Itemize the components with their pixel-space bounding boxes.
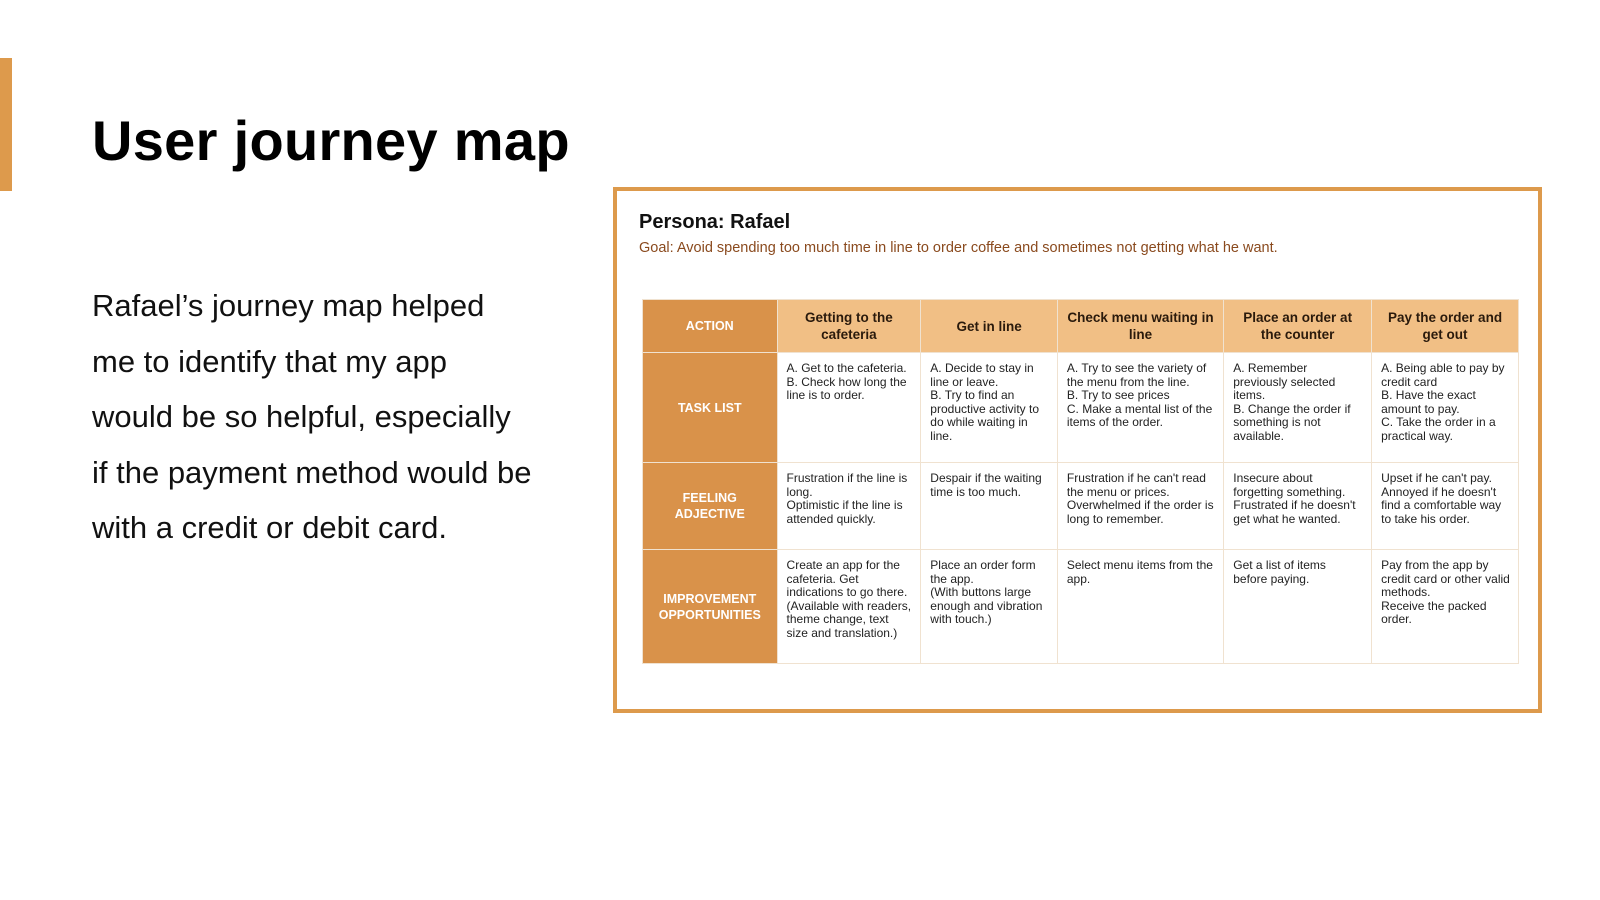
table-cell: A. Being able to pay by credit card B. Have the exact amount to pay. C. Take the order in a practical way. xyxy=(1372,353,1519,463)
table-cell: Get a list of items before paying. xyxy=(1224,550,1372,664)
row-label-task-list: TASK LIST xyxy=(643,353,778,463)
row-label-feeling-adjective: FEELING ADJECTIVE xyxy=(643,463,778,550)
table-cell: Despair if the waiting time is too much. xyxy=(921,463,1058,550)
table-cell: Select menu items from the app. xyxy=(1057,550,1223,664)
slide-title: User journey map xyxy=(92,109,570,172)
column-header: Place an order at the counter xyxy=(1224,300,1372,353)
table-cell: Frustration if he can't read the menu or prices. Overwhelmed if the order is long to remember. xyxy=(1057,463,1223,550)
table-cell: Pay from the app by credit card or other valid methods. Receive the packed order. xyxy=(1372,550,1519,664)
persona-title: Persona: Rafael xyxy=(639,211,791,233)
row-label-action: ACTION xyxy=(643,300,778,353)
column-header: Get in line xyxy=(921,300,1058,353)
journey-map-card xyxy=(613,187,1542,713)
table-cell: Upset if he can't pay. Annoyed if he doesn't find a comfortable way to take his order. xyxy=(1372,463,1519,550)
accent-bar xyxy=(0,58,12,191)
table-header-row xyxy=(643,300,1519,353)
table-cell: A. Try to see the variety of the menu from the line. B. Try to see prices C. Make a mental list of the items of the order. xyxy=(1057,353,1223,463)
table-row-improvement-opportunities xyxy=(643,550,1519,664)
table-row-task-list xyxy=(643,353,1519,463)
table-cell: A. Get to the cafeteria. B. Check how long the line is to order. xyxy=(777,353,921,463)
journey-map-table xyxy=(642,299,1519,664)
column-header: Getting to the cafeteria xyxy=(777,300,921,353)
table-cell: A. Decide to stay in line or leave. B. Try to find an productive activity to do while waiting in line. xyxy=(921,353,1058,463)
table-cell: Insecure about forgetting something. Frustrated if he doesn't get what he wanted. xyxy=(1224,463,1372,550)
column-header: Check menu waiting in line xyxy=(1057,300,1223,353)
table-cell: Create an app for the cafeteria. Get indications to go there. (Available with readers, theme change, text size and translation.) xyxy=(777,550,921,664)
table-cell: Frustration if the line is long. Optimistic if the line is attended quickly. xyxy=(777,463,921,550)
column-header: Pay the order and get out xyxy=(1372,300,1519,353)
slide-body-text: Rafael’s journey map helped me to identify that my app would be so helpful, especially if the payment method would be with a credit or debit card. xyxy=(92,288,532,545)
table-cell: A. Remember previously selected items. B. Change the order if something is not available. xyxy=(1224,353,1372,463)
row-label-improvement-opportunities: IMPROVEMENT OPPORTUNITIES xyxy=(643,550,778,664)
persona-goal: Goal: Avoid spending too much time in line to order coffee and sometimes not getting what he want. xyxy=(639,240,1278,256)
table-cell: Place an order form the app. (With buttons large enough and vibration with touch.) xyxy=(921,550,1058,664)
table-row-feeling-adjective xyxy=(643,463,1519,550)
